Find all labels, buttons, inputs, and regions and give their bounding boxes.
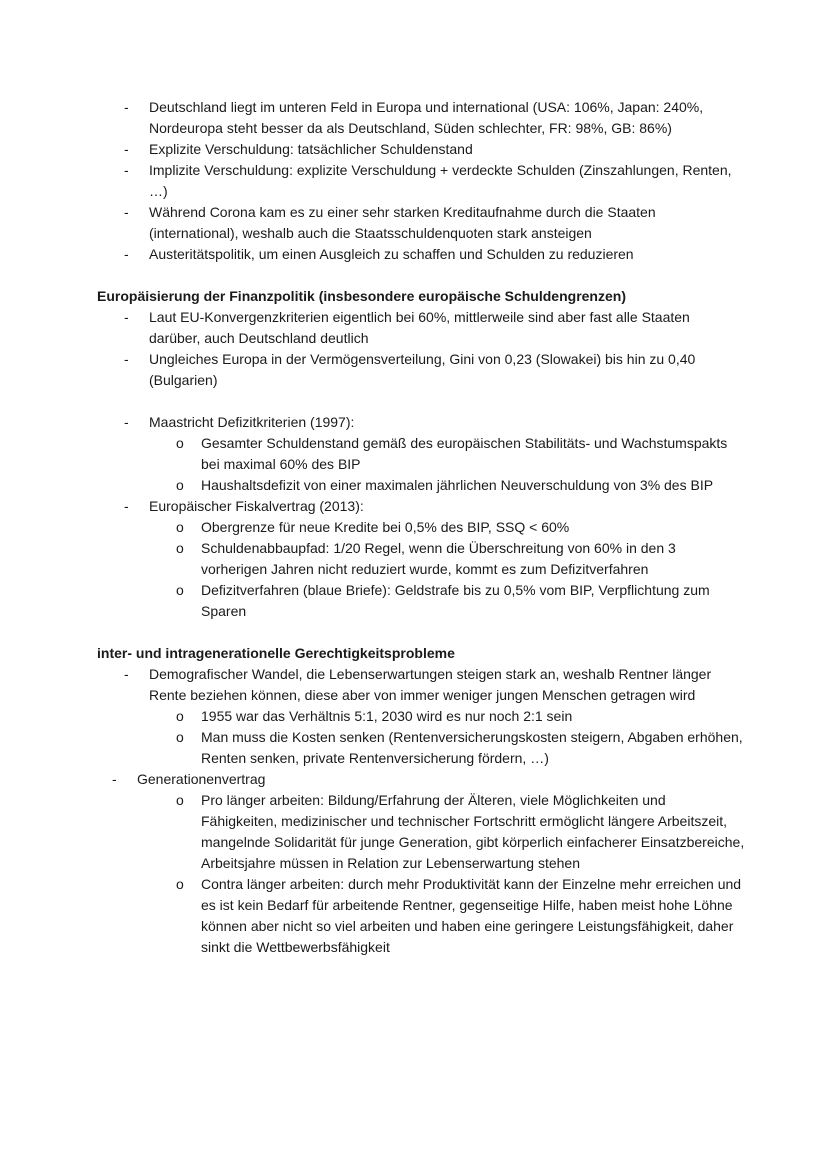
dash-bullet-icon: -	[124, 141, 129, 157]
dash-bullet-icon: -	[124, 309, 129, 325]
list-item	[97, 664, 745, 706]
list-item-text: Schuldenabbaupfad: 1/20 Regel, wenn die Überschreitung von 60% in den 3 vorherigen Jahren nicht reduziert wurde, kommt es zum Defizitverfahren	[201, 540, 676, 577]
list-item	[97, 97, 745, 139]
o-bullet-icon: o	[176, 876, 184, 892]
list-item-text: Während Corona kam es zu einer sehr starken Kreditaufnahme durch die Staaten (international), weshalb auch die Staatsschuldenquoten stark ansteigen	[149, 204, 656, 241]
o-bullet-icon: o	[176, 519, 184, 535]
list-item	[97, 349, 745, 391]
list-item-text: Austeritätspolitik, um einen Ausgleich zu schaffen und Schulden zu reduzieren	[149, 246, 634, 262]
dash-bullet-icon: -	[124, 204, 129, 220]
list-item	[97, 769, 745, 790]
list-item-text: Ungleiches Europa in der Vermögensverteilung, Gini von 0,23 (Slowakei) bis hin zu 0,40 (Bulgarien)	[149, 351, 696, 388]
bullet-list	[97, 664, 745, 958]
list-item-text: Generationenvertrag	[137, 771, 266, 787]
list-item-text: Explizite Verschuldung: tatsächlicher Schuldenstand	[149, 141, 473, 157]
bullet-list	[97, 97, 745, 265]
o-bullet-icon: o	[176, 435, 184, 451]
list-item	[97, 244, 745, 265]
list-item	[97, 517, 745, 538]
bullet-list	[97, 412, 745, 622]
list-item	[97, 433, 745, 475]
o-bullet-icon: o	[176, 582, 184, 598]
list-item	[97, 790, 745, 874]
list-item-text: Pro länger arbeiten: Bildung/Erfahrung der Älteren, viele Möglichkeiten und Fähigkeiten, medizinischer und technischer Fortschritt ermöglicht längere Arbeitszeit, mangelnde Solidarität für junge Generation, gibt körperlich einfacherer Einsatzbereiche, Arbeitsjahre müssen in Relation zur Lebenserwartung stehen	[201, 792, 745, 871]
o-bullet-icon: o	[176, 708, 184, 724]
list-item-text: Europäischer Fiskalvertrag (2013):	[149, 498, 364, 514]
document-content	[97, 97, 745, 958]
list-item	[97, 874, 745, 958]
dash-bullet-icon: -	[124, 246, 129, 262]
list-item	[97, 160, 745, 202]
dash-bullet-icon: -	[124, 351, 129, 367]
list-item	[97, 538, 745, 580]
list-item	[97, 307, 745, 349]
list-item-text: Laut EU-Konvergenzkriterien eigentlich bei 60%, mittlerweile sind aber fast alle Staaten darüber, auch Deutschland deutlich	[149, 309, 690, 346]
o-bullet-icon: o	[176, 477, 184, 493]
list-item	[97, 412, 745, 433]
list-item	[97, 580, 745, 622]
list-item	[97, 706, 745, 727]
dash-bullet-icon: -	[124, 99, 129, 115]
list-item-text: Obergrenze für neue Kredite bei 0,5% des BIP, SSQ < 60%	[201, 519, 570, 535]
list-item-text: Defizitverfahren (blaue Briefe): Geldstrafe bis zu 0,5% vom BIP, Verpflichtung zum Sparen	[201, 582, 710, 619]
dash-bullet-icon: -	[124, 414, 129, 430]
list-item-text: Implizite Verschuldung: explizite Verschuldung + verdeckte Schulden (Zinszahlungen, Renten, …)	[149, 162, 732, 199]
list-item	[97, 475, 745, 496]
dash-bullet-icon: -	[124, 666, 129, 682]
list-item-text: Demografischer Wandel, die Lebenserwartungen steigen stark an, weshalb Rentner länger Rente beziehen können, diese aber von immer weniger jungen Menschen getragen wird	[149, 666, 712, 703]
dash-bullet-icon: -	[112, 771, 117, 787]
list-item	[97, 727, 745, 769]
o-bullet-icon: o	[176, 729, 184, 745]
list-item	[97, 139, 745, 160]
o-bullet-icon: o	[176, 792, 184, 808]
dash-bullet-icon: -	[124, 498, 129, 514]
o-bullet-icon: o	[176, 540, 184, 556]
list-item	[97, 496, 745, 517]
list-item-text: Contra länger arbeiten: durch mehr Produktivität kann der Einzelne mehr erreichen und es ist kein Bedarf für arbeitende Rentner, gegenseitige Hilfe, haben meist hohe Löhne können aber nicht so viel arbeiten und haben eine geringere Leistungsfähigkeit, daher sinkt die Wettbewerbsfähigkeit	[201, 876, 742, 955]
dash-bullet-icon: -	[124, 162, 129, 178]
list-item-text: Maastricht Defizitkriterien (1997):	[149, 414, 355, 430]
list-item	[97, 202, 745, 244]
section-heading: Europäisierung der Finanzpolitik (insbesondere europäische Schuldengrenzen)	[97, 288, 626, 304]
section-heading: inter- und intragenerationelle Gerechtigkeitsprobleme	[97, 645, 455, 661]
list-item-text: Deutschland liegt im unteren Feld in Europa und international (USA: 106%, Japan: 240%, Nordeuropa steht besser da als Deutschland, Süden schlechter, FR: 98%, GB: 86%)	[149, 99, 704, 136]
list-item-text: Haushaltsdefizit von einer maximalen jährlichen Neuverschuldung von 3% des BIP	[201, 477, 714, 493]
list-item-text: 1955 war das Verhältnis 5:1, 2030 wird es nur noch 2:1 sein	[201, 708, 573, 724]
list-item-text: Man muss die Kosten senken (Rentenversicherungskosten steigern, Abgaben erhöhen, Renten senken, private Rentenversicherung fördern, …)	[201, 729, 743, 766]
bullet-list	[97, 307, 745, 391]
list-item-text: Gesamter Schuldenstand gemäß des europäischen Stabilitäts- und Wachstumspakts bei maximal 60% des BIP	[201, 435, 728, 472]
